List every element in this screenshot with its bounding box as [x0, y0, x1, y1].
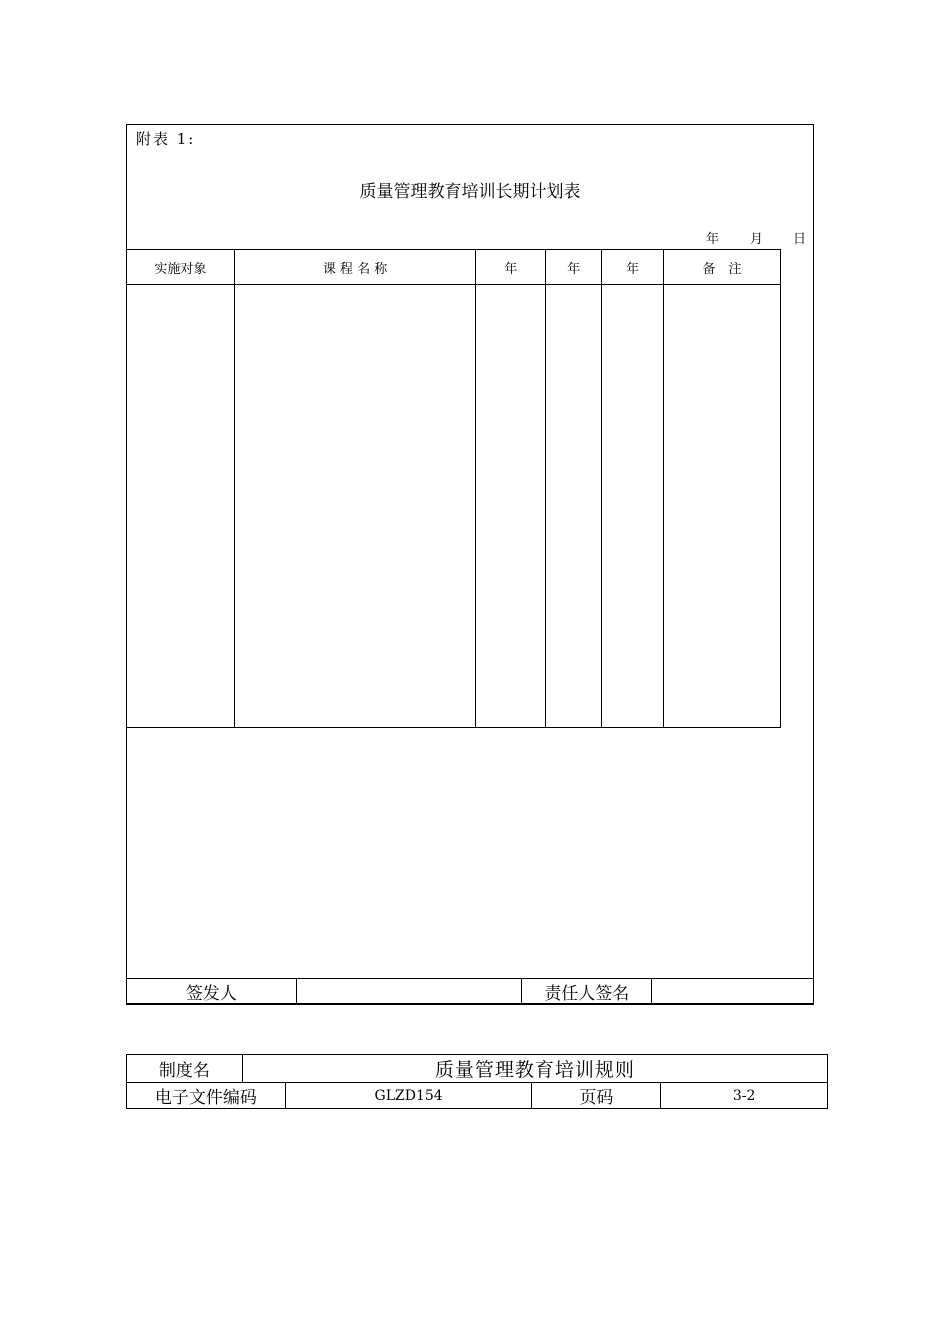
responsible-signature-label: 责任人签名	[522, 979, 652, 1005]
column-header-year-3: 年	[602, 250, 664, 285]
training-plan-table	[126, 249, 781, 728]
page-number-value: 3-2	[661, 1083, 828, 1109]
column-header-target: 实施对象	[127, 250, 235, 285]
column-header-year-2: 年	[546, 250, 602, 285]
attachment-label: 附表 1:	[136, 130, 196, 148]
issuer-label: 签发人	[127, 979, 297, 1005]
table-header-row	[127, 250, 781, 285]
column-header-year-1: 年	[476, 250, 546, 285]
date-month-label: 月	[750, 232, 764, 247]
remarks-cell[interactable]	[664, 285, 781, 728]
target-cell[interactable]	[127, 285, 235, 728]
responsible-signature-field[interactable]	[652, 979, 814, 1005]
issuer-field[interactable]	[296, 979, 522, 1005]
table-row	[127, 285, 781, 728]
date-day-label: 日	[793, 232, 807, 247]
course-name-cell[interactable]	[234, 285, 476, 728]
year-3-cell[interactable]	[602, 285, 664, 728]
file-code-value: GLZD154	[285, 1083, 532, 1109]
file-code-label: 电子文件编码	[127, 1083, 286, 1109]
system-name-label: 制度名	[127, 1055, 243, 1083]
year-2-cell[interactable]	[546, 285, 602, 728]
date-year-label: 年	[706, 232, 720, 247]
year-1-cell[interactable]	[476, 285, 546, 728]
column-header-remarks: 备 注	[664, 250, 781, 285]
signature-row	[126, 978, 814, 1005]
system-name-value: 质量管理教育培训规则	[242, 1055, 827, 1083]
column-header-course-name: 课 程 名 称	[234, 250, 476, 285]
page-number-label: 页码	[532, 1083, 661, 1109]
document-footer-table	[126, 1054, 828, 1109]
form-title: 质量管理教育培训长期计划表	[359, 182, 581, 202]
